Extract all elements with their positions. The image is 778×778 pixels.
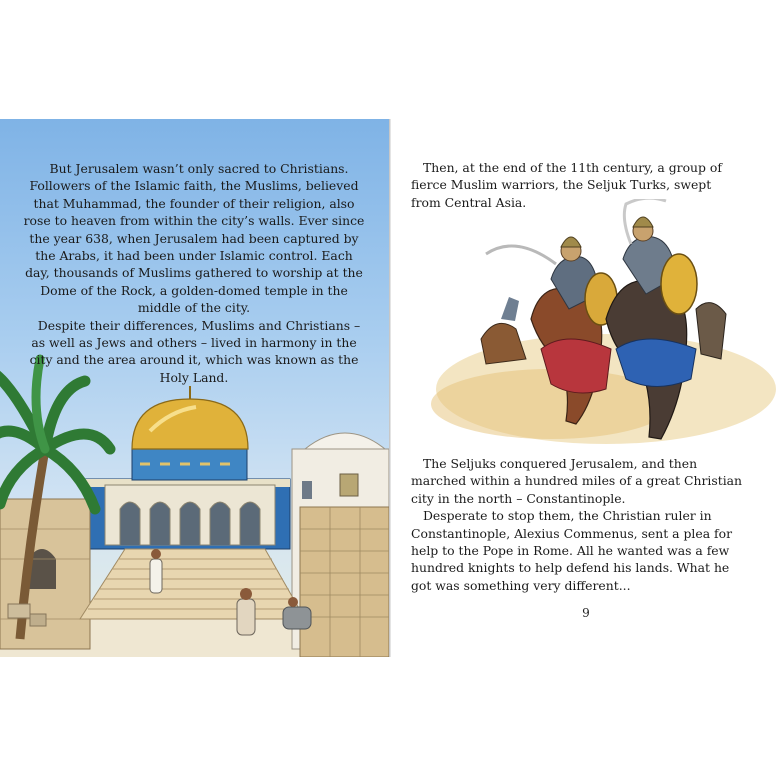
paragraph: Desperate to stop them, the Christian ruler in Constantinople, Alexius Commenus, sent a plea for help to the Pope in Rome. All he wanted was a few hundred knights to help defend his lands. What he got was something very different... [411, 508, 732, 593]
paragraph: But Jerusalem wasn’t only sacred to Christians. Followers of the Islamic faith, the Muslims, believed that Muhammad, the founder of their religion, also rose to heaven from within the city’s walls. Ever since the year 638, when Jerusalem had been captured by the Arabs, it had been under Islamic control. Each day, thousands of Muslims gathered to worship at the Dome of the Rock, a golden-domed temple in the middle of the city. [23, 161, 365, 316]
left-page-text [22, 160, 366, 386]
left-page [0, 119, 389, 657]
book-spread [0, 119, 778, 657]
right-page-text [411, 455, 751, 594]
page-number: 9 [582, 606, 590, 620]
seljuk-horsemen-illustration [391, 199, 778, 459]
paragraph: The Seljuks conquered Jerusalem, and then marched within a hundred miles of a great Christian city in the north – Constantinople. [411, 456, 743, 506]
paragraph: Despite their differences, Muslims and Christians – as well as Jews and others – lived in harmony in the city and the area around it, which was known as the Holy Land. [29, 317, 361, 385]
right-page [391, 119, 778, 657]
paragraph: Then, at the end of the 11th century, a group of fierce Muslim warriors, the Seljuk Turks, swept from Central Asia. [411, 160, 722, 210]
